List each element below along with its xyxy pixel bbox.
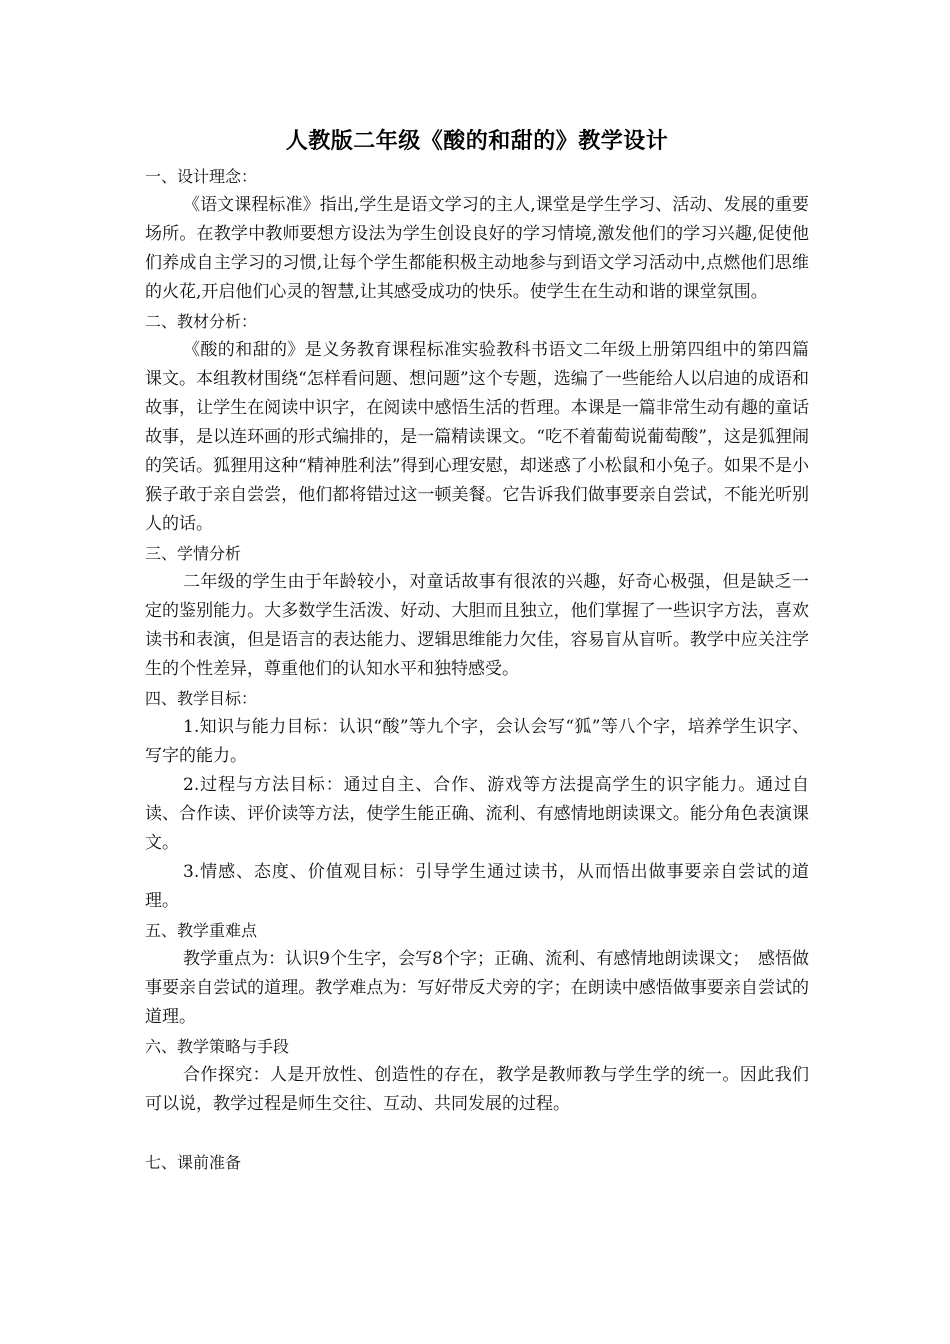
goal-paragraph: 3.情感、态度、价值观目标：引导学生通过读书，从而悟出做事要亲自尝试的道理。: [145, 862, 809, 911]
document-page: [145, 122, 809, 1177]
section-paragraph: 二年级的学生由于年龄较小，对童话故事有很浓的兴趣，好奇心极强，但是缺乏一定的鉴别能力。大多数学生活泼、好动、大胆而且独立，他们掌握了一些识字方法，喜欢读书和表演，但是语言的表达能力、逻辑思维能力欠佳，容易盲从盲听。教学中应关注学生的个性差异，尊重他们的认知水平和独特感受。: [145, 572, 809, 679]
section-heading: 四、教学目标：: [145, 689, 258, 708]
section-teaching-strategy: [145, 1032, 809, 1119]
section-preparation: [145, 1148, 809, 1177]
goal-paragraph: 1.知识与能力目标：认识“酸”等九个字，会认会写“狐”等八个字，培养学生识字、写字的能力。: [145, 717, 809, 766]
section-design-concept: [145, 162, 809, 307]
blank-line: [145, 1119, 809, 1148]
section-heading: 一、设计理念：: [145, 167, 258, 186]
section-heading: 六、教学策略与手段: [145, 1037, 290, 1056]
section-paragraph: 合作探究：人是开放性、创造性的存在，教学是教师教与学生学的统一。因此我们可以说，教学过程是师生交往、互动、共同发展的过程。: [145, 1065, 809, 1114]
section-paragraph: 《酸的和甜的》是义务教育课程标准实验教科书语文二年级上册第四组中的第四篇课文。本组教材围绕“怎样看问题、想问题”这个专题，选编了一些能给人以启迪的成语和故事，让学生在阅读中识字，在阅读中感悟生活的哲理。本课是一篇非常生动有趣的童话故事，是以连环画的形式编排的，是一篇精读课文。“吃不着葡萄说葡萄酸”，这是狐狸闹的笑话。狐狸用这种“精神胜利法”得到心理安慰，却迷惑了小松鼠和小兔子。如果不是小猴子敢于亲自尝尝，他们都将错过这一顿美餐。它告诉我们做事要亲自尝试，不能光听别人的话。: [145, 340, 809, 534]
section-heading: 五、教学重难点: [145, 921, 258, 940]
section-student-analysis: [145, 539, 809, 684]
section-teaching-goals: [145, 684, 809, 916]
section-paragraph: 《语文课程标准》指出,学生是语文学习的主人,课堂是学生学习、活动、发展的重要场所。在教学中教师要想方设法为学生创设良好的学习情境,激发他们的学习兴趣,促使他们养成自主学习的习惯,让每个学生都能积极主动地参与到语文学习活动中,点燃他们思维的火花,开启他们心灵的智慧,让其感受成功的快乐。使学生在生动和谐的课堂氛围。: [145, 195, 809, 302]
section-paragraph: 教学重点为：认识9个生字，会写8个字；正确、流利、有感情地朗读课文； 感悟做事要亲自尝试的道理。教学难点为：写好带反犬旁的字；在朗读中感悟做事要亲自尝试的道理。: [145, 949, 809, 1027]
section-heading: 三、学情分析: [145, 544, 242, 563]
section-textbook-analysis: [145, 307, 809, 539]
section-heading: 二、教材分析：: [145, 312, 258, 331]
document-title: 人教版二年级《酸的和甜的》教学设计: [285, 129, 669, 154]
goal-paragraph: 2.过程与方法目标：通过自主、合作、游戏等方法提高学生的识字能力。通过自读、合作读、评价读等方法，使学生能正确、流利、有感情地朗读课文。能分角色表演课文。: [145, 775, 809, 853]
section-key-points: [145, 916, 809, 1032]
section-heading: 七、课前准备: [145, 1153, 242, 1172]
